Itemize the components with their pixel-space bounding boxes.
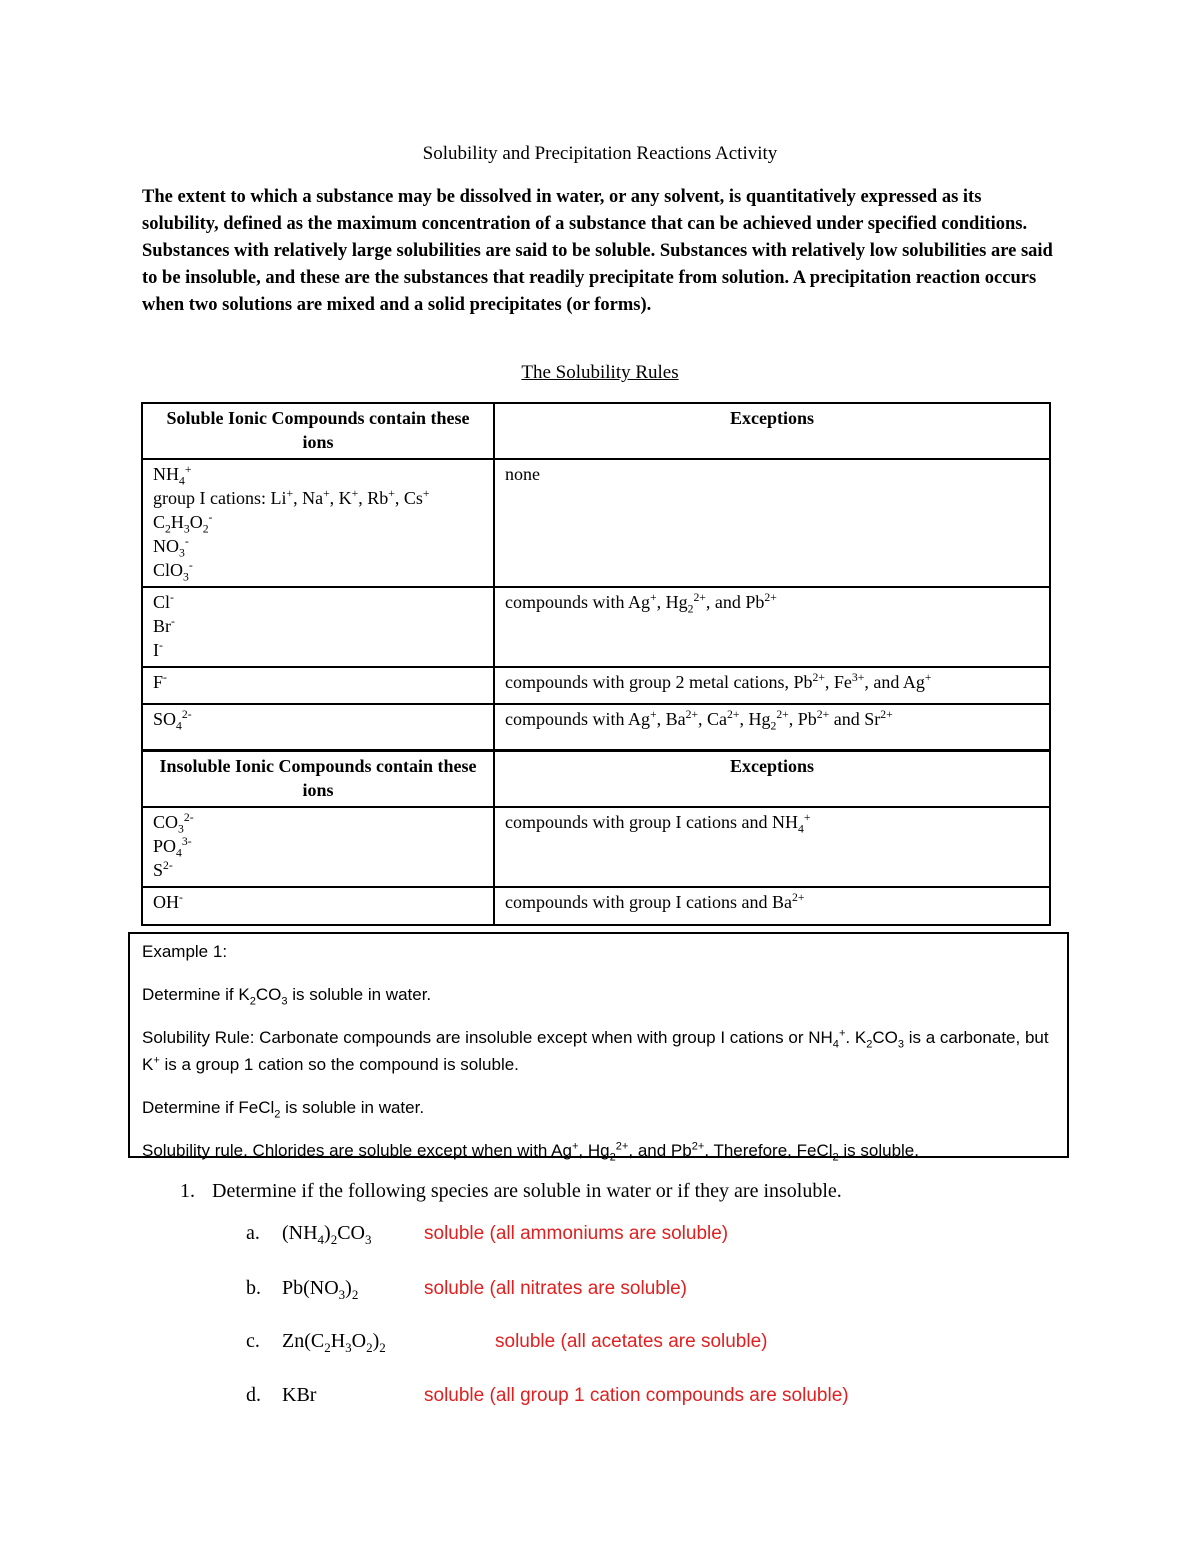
item-formula: $Pb(NO_3)_2$ [282, 1277, 359, 1302]
ions-cell [142, 704, 494, 750]
soluble-header-cell: Soluble Ionic Compounds contain these ions [142, 403, 494, 459]
exceptions-header-cell: Exceptions [494, 750, 1050, 807]
ion-line: Br- [153, 615, 175, 636]
ions-cell [142, 807, 494, 887]
ions-cell [142, 887, 494, 925]
exceptions-cell: compounds with group I cations and $NH_4^+$ [494, 807, 1050, 887]
exceptions-cell: compounds with group I cations and $Ba^{2+}$ [494, 887, 1050, 925]
ion-line: F- [153, 671, 167, 692]
ion-line: $PO_4^{3-}$ [153, 834, 192, 860]
page-title: Solubility and Precipitation Reactions Activity [422, 143, 778, 164]
intro-paragraph: The extent to which a substance may be dissolved in water, or any solvent, is quantitatively expressed as its solubility, defined as the maximum concentration of a substance that can be achieved under specified conditions. Substances with relatively large solubilities are said to be soluble. Substances with relatively low solubilities are said to be insoluble, and these are the substances that readily precipitate from solution. A precipitation reaction occurs when two solutions are mixed and a solid precipitates (or forms). [142, 187, 1053, 315]
exceptions-cell: compounds with Ag+, $Ba^{2+}$, $Ca^{2+}$, $Hg_2^{2+}$, $Pb^{2+}$ and $Sr^{2+}$ [494, 704, 1050, 750]
ion-line: Cl- [153, 591, 174, 612]
ions-cell [142, 459, 494, 587]
ions-cell [142, 587, 494, 667]
example-text: Solubility Rule: Carbonate compounds are insoluble except when with group I cations or $NH_4^+$. $K_2CO_3$ is a carbonate, but K+ is a group 1 cation so the compound is soluble. [142, 1027, 1049, 1074]
table-title: The Solubility Rules [521, 362, 679, 383]
ion-line: $SO_4^{2-}$ [153, 708, 192, 733]
example-text: Determine if FeCl$_2$ is soluble in water. [142, 1098, 425, 1121]
item-formula: $Zn(C_2H_3O_2)_2$ [282, 1330, 386, 1355]
item-answer: soluble (all nitrates are soluble) [424, 1278, 687, 1299]
answer-item [246, 1277, 358, 1300]
ion-line: $NH_4^+$ [153, 463, 192, 488]
question-1 [180, 1180, 842, 1203]
item-answer: soluble (all group 1 cation compounds are soluble) [424, 1385, 849, 1406]
ion-line: I- [153, 639, 163, 660]
item-formula: KBr [282, 1384, 317, 1406]
example-heading: Example 1: [142, 942, 228, 961]
exceptions-cell: none [494, 459, 1050, 587]
answer-item [246, 1384, 316, 1407]
item-answer: soluble (all acetates are soluble) [495, 1331, 768, 1352]
ion-line: group I cations: Li+, Na+, K+, Rb+, Cs+ [153, 487, 430, 508]
example-text: Determine if $K_2CO_3$ is soluble in water. [142, 985, 432, 1008]
exceptions-cell: compounds with Ag+, $Hg_2^{2+}$, and $Pb^{2+}$ [494, 587, 1050, 667]
exceptions-header-cell: Exceptions [494, 403, 1050, 459]
ions-cell [142, 667, 494, 704]
answer-item [246, 1222, 372, 1245]
solubility-rules-table [141, 402, 1051, 926]
ion-line: ClO$_3$- [153, 559, 193, 584]
item-formula: $(NH_4)_2CO_3$ [282, 1222, 372, 1247]
item-label: c. [246, 1330, 260, 1352]
ion-line: $NO_3^-$ [153, 535, 189, 560]
item-label: d. [246, 1384, 261, 1406]
item-answer: soluble (all ammoniums are soluble) [424, 1223, 729, 1244]
exceptions-cell: compounds with group 2 metal cations, $Pb^{2+}$, $Fe^{3+}$, and Ag+ [494, 667, 1050, 704]
ion-line: $C_2H_3O_2^-$ [153, 511, 213, 536]
example-box [128, 932, 1069, 1164]
ion-line: OH- [153, 890, 183, 912]
question-text: Determine if the following species are soluble in water or if they are insoluble. [212, 1180, 842, 1202]
question-number: 1. [180, 1180, 195, 1202]
item-label: a. [246, 1222, 260, 1244]
insoluble-header-cell: Insoluble Ionic Compounds contain these ions [142, 750, 494, 807]
ion-line: $CO_3^{2-}$ [153, 810, 194, 836]
item-label: b. [246, 1277, 261, 1299]
ion-line: $S^{2-}$ [153, 858, 173, 880]
answer-item [246, 1330, 386, 1353]
example-text: Solubility rule. Chlorides are soluble except when with Ag+, $Hg_2^{2+}$, and $Pb^{2+}$. Therefore, FeCl$_2$ is soluble. [142, 1140, 919, 1164]
